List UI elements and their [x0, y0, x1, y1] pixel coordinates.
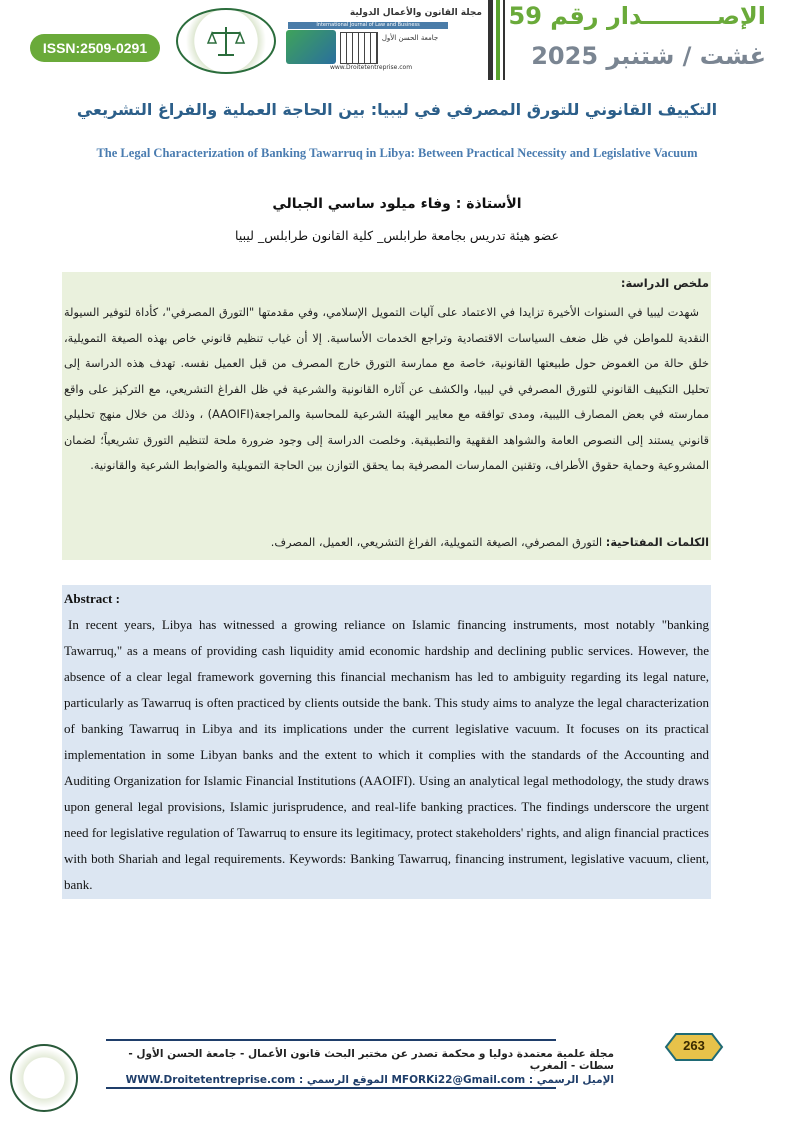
footer-divider-top: [106, 1039, 556, 1041]
abstract-en-box: [62, 585, 711, 899]
issue-number: الإصـــــــــدار رقم 59: [508, 2, 766, 30]
keywords-ar-label: الكلمات المفتاحية:: [605, 536, 709, 549]
abstract-ar-box: [62, 272, 711, 560]
footer-seal-logo: [10, 1044, 78, 1112]
journal-stripe-text: International Journal of Law and Business: [316, 22, 420, 28]
author-affiliation: عضو هيئة تدريس بجامعة طرابلس_ كلية القانون طرابلس_ ليبيا: [235, 228, 559, 243]
header-divider-accent: [496, 0, 500, 80]
abstract-ar-body: شهدت ليبيا في السنوات الأخيرة تزايدا في الاعتماد على آليات التمويل الإسلامي، وفي مقدمتها "التورق المصرفي"، كأداة لتوفير السيولة النقدية للمواطن في ظل ضعف السياسات الاقتصادية وتراجع الخدمات الأساسية. إلا أن غياب تنظيم قانوني خاص بهذه الصيغة التمويلية، خلق حالة من الغموض حول طبيعتها القانونية، خاصة مع ممارسة التورق خارج المصرف من قبل العميل نفسه. تهدف هذه الدراسة إلى تحليل التكييف القانوني للتورق المصرفي في ليبيا، والكشف عن آثاره القانونية والشرعية في ظل الفراغ التشريعي، مع التركيز على واقع ممارسته في بعض المصارف الليبية، ومدى توافقه مع معايير الهيئة الشرعية للمحاسبة والمراجعة(AAOIFI) ، وذلك من خلال منهج تحليلي قانوني يستند إلى النصوص العامة والشواهد الفقهية والتطبيقية. وخلصت الدراسة إلى وجود ضرورة ملحة لتنظيم التورق تشريعياً؛ لضمان المشروعية وحماية حقوق الأطراف، وتقنين الممارسات المصرفية بما يحقق التوازن بين الحاجة التمويلية والضوابط الشرعية والقانونية.: [64, 306, 709, 472]
journal-logo: [282, 6, 482, 72]
article-title-en: The Legal Characterization of Banking Tawarruq in Libya: Between Practical Necessity and Legislative Vacuum: [96, 146, 698, 160]
article-title-ar: التكييف القانوني للتورق المصرفي في ليبيا: بين الحاجة العملية والفراغ التشريعي: [76, 100, 718, 119]
abstract-ar-heading: ملخص الدراسة:: [620, 276, 709, 290]
abstract-en-body: In recent years, Libya has witnessed a growing reliance on Islamic financing instruments, most notably "banking Tawarruq," as a means of providing cash liquidity amid economic hardship and declining public services. However, the absence of a clear legal framework governing this financial mechanism has led to ambiguity regarding its legal nature, particularly as Tawarruq is often practiced by clients outside the bank. This study aims to analyze the legal characterization of banking Tawarruq in Libya and its implications under the current legislative vacuum. It focuses on its practical implementation in some Libyan banks and the extent to which it complies with the standards of the Accounting and Auditing Organization for Islamic Financial Institutions (AAOIFI). Using an analytical legal methodology, the study draws upon general legal provisions, Islamic jurisprudence, and real-life banking practices. The findings underscore the urgent need for legislative regulation of Tawarruq to ensure its legitimacy, protect stakeholders' rights, and align financial practices with both Shariah and legal requirements. Keywords: Banking Tawarruq, financing instrument, legislative vacuum, client, bank.: [64, 617, 709, 892]
university-building-icon: [340, 32, 378, 64]
scales-icon: [204, 23, 248, 59]
issn-badge: ISSN:2509-0291: [30, 34, 160, 62]
page-number: 263: [683, 1038, 705, 1053]
journal-website: www.Droitetentreprise.com: [329, 64, 413, 71]
author-name: الأستاذة : وفاء ميلود ساسي الجبالي: [272, 196, 522, 212]
header-divider-thin: [503, 0, 505, 80]
keywords-ar-list: التورق المصرفي، الصيغة التمويلية، الفراغ التشريعي، العميل، المصرف.: [270, 536, 603, 549]
abstract-en-heading: Abstract :: [64, 591, 120, 606]
issue-date: غشت / شتنبر 2025: [531, 42, 766, 70]
lab-seal-logo: [176, 8, 276, 74]
header-divider: [488, 0, 493, 80]
footer-journal-info: مجلة علمية معتمدة دوليا و محكمة تصدر عن مختبر البحث قانون الأعمال - جامعة الحسن الأول - سطات - المغرب: [128, 1048, 614, 1072]
journal-name-ar: مجلة القانون والأعمال الدولية: [349, 8, 482, 18]
university-name: جامعة الحسن الأول: [381, 34, 439, 42]
book-icon: [286, 30, 336, 64]
keywords-ar: [271, 536, 709, 549]
footer-divider-bottom: [106, 1087, 556, 1089]
footer-contact: الإميل الرسمي : MFORKi22@Gmail.com الموقع الرسمي : WWW.Droitetentreprise.com: [125, 1074, 614, 1086]
